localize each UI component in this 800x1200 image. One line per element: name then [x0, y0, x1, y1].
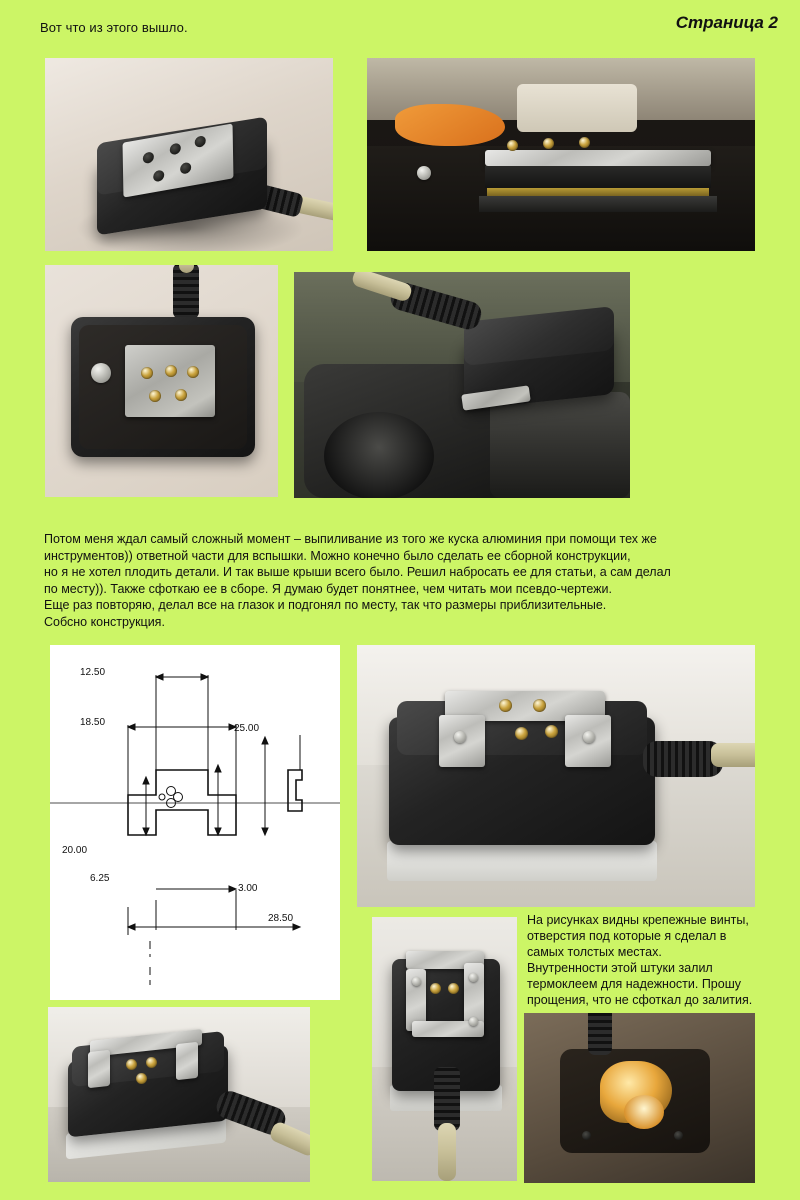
photo-counterpart-rear-view	[372, 917, 517, 1181]
photo-adapter-mounted-on-camera	[294, 272, 630, 498]
photo-flash-shoe-counterpart-assembled	[357, 645, 755, 907]
note-line: прощения, что не сфоткал до залития.	[527, 993, 753, 1007]
paragraph-line: Еще раз повторяю, делал все на глазок и подгонял по месту, так что размеры приблизительные.	[44, 598, 607, 612]
technical-drawing	[50, 645, 340, 1000]
dimension-label: 12.50	[80, 667, 106, 678]
paragraph-line: но я не хотел плодить детали. И так выше крыши всего было. Решил набросать ее для статьи, а сам делал	[44, 565, 671, 579]
dimension-label: 28.50	[268, 913, 294, 924]
page-number: Страница 2	[675, 13, 778, 32]
photo-inside-filled-with-hotglue	[524, 1013, 755, 1183]
dimension-label: 25.00	[234, 723, 260, 734]
dimension-label: 18.50	[80, 717, 106, 728]
photo-side-view-aluminium-plate	[367, 58, 755, 251]
photo-assembled-adapter-top-view	[45, 58, 333, 251]
paragraph-line: Потом меня ждал самый сложный момент – выпиливание из того же куска алюминия при помощи тех же	[44, 532, 657, 546]
intro-text: Вот что из этого вышло.	[40, 20, 188, 35]
note-line: На рисунках видны крепежные винты,	[527, 913, 749, 927]
paragraph-line: по месту)). Также сфоткаю ее в сборе. Я думаю будет понятнее, чем читать мои псевдо-чертежи.	[44, 581, 612, 596]
dimension-label: 6.25	[90, 873, 110, 884]
note-line: самых толстых местах.	[527, 945, 662, 959]
note-paragraph	[527, 912, 777, 1008]
drawing-svg	[50, 645, 340, 1000]
dimension-label: 20.00	[62, 845, 88, 856]
dimension-label: 3.00	[238, 883, 258, 894]
photo-bottom-plate-with-pins	[45, 265, 278, 497]
note-line: термоклеем для надежности. Прошу	[527, 977, 741, 991]
main-paragraph	[44, 531, 764, 630]
paragraph-line: инструментов)) ответной части для вспышки. Можно конечно было сделать ее сборной конструкции,	[44, 548, 631, 563]
photo-adapter-with-counterpart	[48, 1007, 310, 1182]
note-line: отверстия под которые я сделал в	[527, 929, 727, 943]
paragraph-line: Собсно конструкция.	[44, 614, 165, 629]
note-line: Внутренности этой штуки залил	[527, 961, 713, 975]
